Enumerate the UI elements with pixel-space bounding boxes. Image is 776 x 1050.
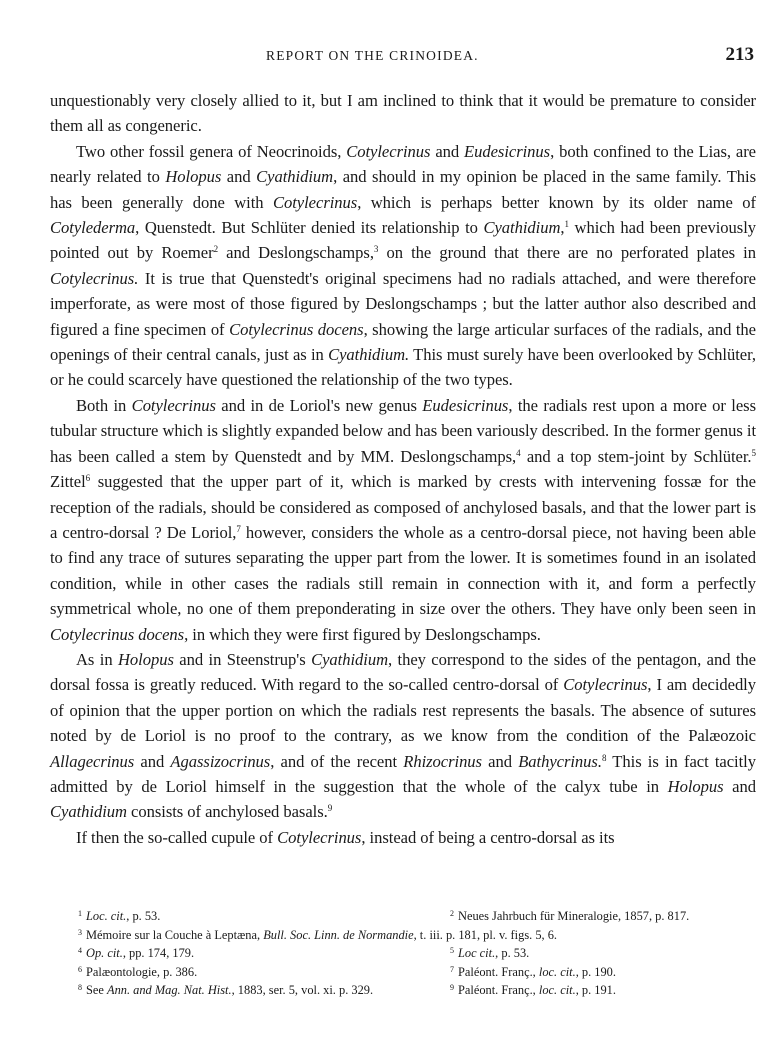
footnote <box>50 925 557 944</box>
text-run: however, considers the whole as a centro-dorsal piece, not having been able to find any trace of sutures separating the upper part from the lower. It is sometimes found in an isolated condition, while in other cases the radials still remain in connection with it, and form a perfectly symmetrical whole, no one of them preponderating in size over the others. They have only been seen in <box>50 522 756 619</box>
italic-text: Cotylecrinus <box>346 141 431 161</box>
text-run: , p. 190. <box>575 964 616 979</box>
italic-text: Allagecrinus <box>50 751 135 771</box>
footnote-reference: 4 <box>516 447 521 458</box>
paragraph <box>50 825 756 850</box>
text-run: , pp. 174, 179. <box>122 946 195 961</box>
text-run: , p. 191. <box>575 983 616 998</box>
text-run: Palæontologie, p. 386. <box>86 964 198 979</box>
text-run: , 1883, ser. 5, vol. xi. p. 329. <box>231 983 374 998</box>
footnote-mark: 4 <box>78 946 82 956</box>
paragraph <box>50 393 756 647</box>
running-head: REPORT ON THE CRINOIDEA. <box>266 48 479 63</box>
footnote-mark: 1 <box>78 909 82 918</box>
text-run: As in <box>76 649 118 669</box>
italic-text: Cyathidium <box>311 649 388 669</box>
text-run: , instead of being a centro-dorsal as its <box>361 827 615 847</box>
paragraph <box>50 647 756 825</box>
footnote-mark: 8 <box>78 983 82 993</box>
paragraph <box>50 88 756 139</box>
italic-text: Loc. cit. <box>86 909 127 923</box>
footnote-reference: 3 <box>373 244 379 255</box>
paragraph <box>50 139 756 393</box>
footnote-reference: 1 <box>564 219 569 230</box>
italic-text: loc. cit. <box>538 983 576 998</box>
text-run: Paléont. Franç., <box>458 983 539 998</box>
italic-text: Holopus <box>117 649 174 669</box>
italic-text: Cotylederma <box>50 218 136 238</box>
italic-text: Holopus <box>165 167 222 187</box>
text-run: If then the so-called cupule of <box>76 827 278 847</box>
footnote-row <box>50 962 756 981</box>
text-run: and <box>221 167 257 187</box>
footnote-reference: 6 <box>85 473 91 484</box>
footnote-mark: 3 <box>78 927 82 937</box>
footnotes <box>50 906 756 999</box>
footnote-reference: 8 <box>601 752 607 763</box>
italic-text: Bathycrinus. <box>518 751 602 771</box>
text-run: which had been previously pointed out by Roemer <box>50 218 756 263</box>
text-run: on the ground that there are no perforated plates in <box>378 243 756 263</box>
italic-text: Cotylecrinus <box>563 675 648 695</box>
italic-text: Cotylecrinus <box>131 395 216 415</box>
footnote <box>450 943 756 962</box>
footnote <box>50 943 450 962</box>
footnote-reference: 9 <box>327 803 333 814</box>
italic-text: Op. cit. <box>86 946 123 961</box>
text-run: and <box>134 751 171 771</box>
text-run: Neues Jahrbuch für Mineralogie, 1857, p. 817. <box>458 909 690 923</box>
italic-text: Holopus <box>667 776 724 796</box>
text-run: , showing the large articular surfaces of the radials, and the openings of their central canals, just as in <box>50 319 756 365</box>
text-run: This must surely have been overlooked by Schlüter, or he could scarcely have questioned the relationship of the two types. <box>50 345 756 390</box>
text-run: and in de Loriol's new genus <box>215 395 423 415</box>
footnote-reference: 2 <box>213 244 219 255</box>
text-run: Paléont. Franç., <box>458 964 539 979</box>
text-run: consists of anchylosed basals. <box>126 802 328 822</box>
text-run: , t. iii. p. 181, pl. v. figs. 5, 6. <box>413 927 558 942</box>
footnote-mark: 6 <box>78 964 82 974</box>
text-run: , Quenstedt. But Schlüter denied its relationship to <box>135 218 484 238</box>
text-run: Both in <box>76 395 132 415</box>
italic-text: Rhizocrinus <box>403 751 482 771</box>
text-run: and <box>481 751 519 771</box>
footnote-reference: 7 <box>236 523 241 534</box>
text-run: suggested that the upper part of it, which is marked by crests with intervening fossæ for the reception of the radials, should be considered as composed of anchylosed basals, and that the lower part is a centro-dorsal ? De Loriol, <box>50 472 756 542</box>
italic-text: Cyathidium <box>483 218 561 238</box>
page-header <box>50 44 756 68</box>
italic-text: Cotylecrinus <box>277 827 362 847</box>
text-run: unquestionably very closely allied to it, but I am inclined to think that it would be premature to consider them all as congeneric. <box>50 91 756 136</box>
text-run: , in which they were first figured by Deslongschamps. <box>184 624 541 644</box>
text-run: See <box>86 983 107 998</box>
text-run: , the radials rest upon a more or less tubular structure which is slightly expanded below and has been variously described. In the former genus it has been called a stem by Quenstedt and by MM. Deslongschamps, <box>50 395 756 466</box>
text-run: It is true that Quenstedt's original specimens had no radials attached, and were therefore imperforate, as were most of those figured by Deslongschamps ; but the latter author also described and figured a fine specimen of <box>50 268 756 339</box>
italic-text: Cyathidium. <box>328 345 410 365</box>
italic-text: Loc cit. <box>458 946 496 961</box>
italic-text: Cotylecrinus docens <box>229 319 364 339</box>
text-run: and <box>723 776 756 796</box>
text-run: , both confined to the Lias, are nearly related to <box>50 141 756 187</box>
italic-text: Ann. and Mag. Nat. Hist. <box>107 983 232 998</box>
italic-text: Cotylecrinus docens <box>50 624 185 644</box>
italic-text: loc. cit. <box>538 964 576 979</box>
footnote-mark: 5 <box>450 946 454 956</box>
italic-text: Cotylecrinus <box>272 192 358 212</box>
page-number: 213 <box>725 44 754 65</box>
footnote <box>450 962 756 981</box>
body-text <box>50 88 756 850</box>
text-run: Mémoire sur la Couche à Leptæna, <box>86 927 264 942</box>
footnote-mark: 2 <box>450 909 454 918</box>
text-run: and a top stem-joint by Schlüter. <box>520 446 752 466</box>
text-run: , p. 53. <box>495 946 530 961</box>
footnote-row <box>50 943 756 962</box>
footnote-row <box>50 906 756 925</box>
text-run: , p. 53. <box>126 909 161 923</box>
italic-text: Bull. Soc. Linn. de Normandie <box>263 927 414 942</box>
italic-text: Eudesicrinus <box>422 395 509 415</box>
text-run: , and should in my opinion be placed in the same family. This has been generally done with <box>50 167 756 212</box>
text-run: This is in fact tacitly admitted by de Loriol himself in the suggestion that the whole of the calyx tube in <box>50 751 756 796</box>
text-run: , and of the recent <box>270 751 404 771</box>
text-run: Zittel <box>50 472 86 492</box>
italic-text: Cyathidium <box>256 167 334 187</box>
footnote-row <box>50 980 756 999</box>
text-run: , they correspond to the sides of the pentagon, and the dorsal fossa is greatly reduced. With regard to the so-called centro-dorsal of <box>50 649 756 695</box>
text-run: Two other fossil genera of Neocrinoids, <box>76 141 347 161</box>
italic-text: Cyathidium <box>50 802 127 822</box>
text-run: and Deslongschamps, <box>218 243 374 263</box>
italic-text: Cotylecrinus. <box>50 268 139 288</box>
italic-text: Eudesicrinus <box>464 141 551 161</box>
text-run: , I am decidedly of opinion that the upper portion on which the radials rest represents the basals. The absence of sutures noted by de Loriol is no proof to the contrary, as we know from the condition of the Palæozoic <box>50 675 756 746</box>
footnote-mark: 9 <box>450 983 454 993</box>
footnote-row <box>50 925 756 944</box>
footnote <box>450 980 756 999</box>
text-run: , which is perhaps better known by its older name of <box>357 192 757 212</box>
footnote <box>50 962 450 981</box>
footnote <box>50 980 450 999</box>
footnote <box>450 906 756 925</box>
footnote-mark: 7 <box>450 964 454 974</box>
footnote <box>50 906 450 925</box>
text-run: and <box>430 141 465 161</box>
italic-text: Agassizocrinus <box>170 751 271 771</box>
footnote-reference: 5 <box>751 447 756 458</box>
text-run: , <box>560 218 565 238</box>
text-run: and in Steenstrup's <box>173 649 312 669</box>
